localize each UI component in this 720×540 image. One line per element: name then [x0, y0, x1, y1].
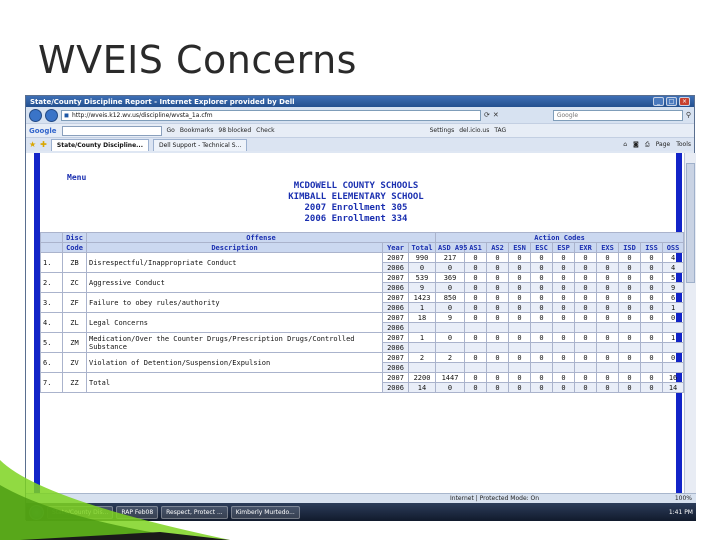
- action-count-cell: [575, 323, 597, 333]
- action-count-cell: 9: [436, 313, 465, 323]
- stop-icon[interactable]: ✕: [492, 111, 499, 119]
- action-count-cell: 0: [619, 293, 641, 303]
- year-cell: 2006: [383, 363, 409, 373]
- home-icon[interactable]: ⌂: [623, 140, 628, 148]
- action-count-cell: 0: [509, 353, 531, 363]
- action-count-cell: 369: [436, 273, 465, 283]
- action-count-cell: 0: [619, 263, 641, 273]
- action-count-cell: 0: [487, 263, 509, 273]
- scrollbar-thumb[interactable]: [686, 163, 695, 283]
- column-header: ESN: [509, 243, 531, 253]
- action-count-cell: 850: [436, 293, 465, 303]
- year-cell: 2007: [383, 253, 409, 263]
- discipline-table: [40, 232, 684, 393]
- action-count-cell: 0: [531, 383, 553, 393]
- total-cell: 18: [409, 313, 436, 323]
- action-count-cell: 0: [509, 253, 531, 263]
- header-disc: Disc: [63, 233, 87, 243]
- action-count-cell: 0: [641, 373, 663, 383]
- action-count-cell: [509, 363, 531, 373]
- total-cell: 9: [409, 283, 436, 293]
- action-count-cell: 0: [531, 293, 553, 303]
- year-cell: 2007: [383, 373, 409, 383]
- action-count-cell: 16: [663, 373, 684, 383]
- action-count-cell: 0: [509, 373, 531, 383]
- year-cell: 2006: [383, 343, 409, 353]
- action-count-cell: 0: [575, 383, 597, 393]
- action-count-cell: 0: [553, 353, 575, 363]
- year-cell: 2006: [383, 303, 409, 313]
- search-input[interactable]: Google: [553, 110, 683, 121]
- action-count-cell: 0: [553, 313, 575, 323]
- total-cell: 1: [409, 303, 436, 313]
- action-count-cell: [531, 343, 553, 353]
- column-header: Code: [63, 243, 87, 253]
- taskbar-item[interactable]: RAP Feb08: [116, 506, 158, 519]
- action-count-cell: 0: [619, 333, 641, 343]
- offense-code: ZB: [63, 253, 87, 273]
- year-cell: 2007: [383, 333, 409, 343]
- command-bar: [623, 141, 691, 149]
- action-count-cell: 0: [641, 273, 663, 283]
- total-cell: 14: [409, 383, 436, 393]
- action-count-cell: 0: [509, 273, 531, 283]
- action-count-cell: [553, 323, 575, 333]
- offense-description: Legal Concerns: [87, 313, 383, 333]
- action-count-cell: 0: [465, 353, 487, 363]
- action-count-cell: 0: [575, 353, 597, 363]
- action-count-cell: 0: [575, 303, 597, 313]
- action-count-cell: 0: [597, 263, 619, 273]
- offense-description: Aggressive Conduct: [87, 273, 383, 293]
- action-count-cell: 5: [663, 273, 684, 283]
- action-count-cell: 0: [465, 313, 487, 323]
- action-count-cell: 217: [436, 253, 465, 263]
- table-row: [41, 373, 684, 383]
- tab-bar: [26, 137, 694, 151]
- slide-title: WVEIS Concerns: [38, 38, 357, 82]
- print-icon[interactable]: ⎙: [644, 140, 650, 148]
- year-cell: 2006: [383, 263, 409, 273]
- action-count-cell: 0: [641, 333, 663, 343]
- window-title: State/County Discipline Report - Internet Explorer provided by Dell: [30, 97, 295, 106]
- action-count-cell: 0: [553, 293, 575, 303]
- window-controls: [653, 97, 690, 106]
- action-count-cell: 2: [436, 353, 465, 363]
- action-count-cell: 0: [487, 353, 509, 363]
- action-count-cell: [575, 363, 597, 373]
- table-row: [41, 313, 684, 323]
- action-count-cell: 0: [553, 253, 575, 263]
- action-count-cell: 0: [641, 353, 663, 363]
- action-count-cell: 0: [531, 373, 553, 383]
- action-count-cell: 0: [509, 383, 531, 393]
- action-count-cell: 0: [465, 303, 487, 313]
- year-cell: 2006: [383, 283, 409, 293]
- action-count-cell: 0: [553, 283, 575, 293]
- page-menu[interactable]: Page: [655, 140, 671, 148]
- action-count-cell: 0: [641, 313, 663, 323]
- action-count-cell: 0: [465, 253, 487, 263]
- total-cell: 539: [409, 273, 436, 283]
- header-action-codes: Action Codes: [436, 233, 684, 243]
- action-count-cell: [641, 323, 663, 333]
- action-count-cell: 0: [531, 283, 553, 293]
- action-count-cell: 0: [619, 283, 641, 293]
- green-corner-decoration: [0, 440, 230, 540]
- action-count-cell: [663, 363, 684, 373]
- back-button[interactable]: [29, 109, 42, 122]
- action-count-cell: 0: [465, 263, 487, 273]
- window-titlebar: [26, 96, 694, 107]
- action-count-cell: 0: [641, 263, 663, 273]
- year-cell: 2007: [383, 313, 409, 323]
- action-count-cell: 0: [487, 293, 509, 303]
- column-header: ISS: [641, 243, 663, 253]
- action-count-cell: 1: [663, 303, 684, 313]
- settings-button[interactable]: Settings: [429, 127, 455, 134]
- action-count-cell: [597, 343, 619, 353]
- favorites-star-icon[interactable]: ★: [29, 140, 37, 149]
- action-count-cell: 0: [531, 313, 553, 323]
- google-search-input[interactable]: [62, 126, 162, 136]
- action-count-cell: 0: [553, 263, 575, 273]
- offense-description: Total: [87, 373, 383, 393]
- total-cell: 1423: [409, 293, 436, 303]
- action-count-cell: [641, 343, 663, 353]
- table-body: [41, 253, 684, 393]
- action-count-cell: 0: [575, 313, 597, 323]
- action-count-cell: 0: [509, 293, 531, 303]
- delicious-button[interactable]: del.icio.us: [459, 127, 490, 134]
- table-row: [41, 293, 684, 303]
- action-count-cell: 0: [597, 303, 619, 313]
- action-count-cell: [465, 323, 487, 333]
- action-count-cell: [663, 343, 684, 353]
- action-count-cell: 0: [619, 383, 641, 393]
- action-count-cell: 0: [619, 273, 641, 283]
- offense-description: Failure to obey rules/authority: [87, 293, 383, 313]
- maximize-button[interactable]: □: [666, 97, 677, 106]
- action-count-cell: 0: [531, 273, 553, 283]
- action-count-cell: [465, 363, 487, 373]
- search-icon[interactable]: ⚲: [685, 111, 691, 119]
- url-text: http://wveis.k12.wv.us/discipline/wvsta_1a.cfm: [71, 111, 213, 119]
- action-count-cell: 0: [575, 373, 597, 383]
- url-field[interactable]: [61, 110, 481, 121]
- google-toolbar: [26, 123, 694, 137]
- action-count-cell: 0: [487, 313, 509, 323]
- offense-code: ZL: [63, 313, 87, 333]
- action-count-cell: [641, 363, 663, 373]
- action-count-cell: [531, 363, 553, 373]
- column-header: Total: [409, 243, 436, 253]
- google-logo: Google: [29, 126, 57, 135]
- action-count-cell: 0: [575, 283, 597, 293]
- action-count-cell: [436, 363, 465, 373]
- action-count-cell: [553, 363, 575, 373]
- offense-code: ZZ: [63, 373, 87, 393]
- popup-blocked-button[interactable]: 98 blocked: [218, 127, 252, 134]
- action-count-cell: 0: [597, 313, 619, 323]
- column-header-row: [41, 243, 684, 253]
- action-count-cell: 0: [465, 293, 487, 303]
- action-count-cell: 0: [597, 373, 619, 383]
- table-row: [41, 253, 684, 263]
- taskbar-item[interactable]: Kimberly Murtedo...: [231, 506, 300, 519]
- offense-code: ZC: [63, 273, 87, 293]
- bookmarks-button[interactable]: Bookmarks: [179, 127, 214, 134]
- action-count-cell: [619, 343, 641, 353]
- action-count-cell: 0: [619, 313, 641, 323]
- action-count-cell: 0: [619, 353, 641, 363]
- action-count-cell: [436, 343, 465, 353]
- forward-button[interactable]: [45, 109, 58, 122]
- row-number: 3.: [41, 293, 63, 313]
- action-count-cell: [487, 363, 509, 373]
- action-count-cell: 0: [531, 333, 553, 343]
- total-cell: [409, 343, 436, 353]
- action-count-cell: 4: [663, 263, 684, 273]
- county-name: MCDOWELL COUNTY SCHOOLS: [293, 181, 419, 191]
- year-cell: 2006: [383, 383, 409, 393]
- action-count-cell: 14: [663, 383, 684, 393]
- table-row: [41, 333, 684, 343]
- offense-code: ZV: [63, 353, 87, 373]
- action-count-cell: [436, 323, 465, 333]
- row-number: 1.: [41, 253, 63, 273]
- column-header: ASD A95: [436, 243, 465, 253]
- column-header: AS1: [465, 243, 487, 253]
- total-cell: 0: [409, 263, 436, 273]
- action-count-cell: [553, 343, 575, 353]
- column-header: EXR: [575, 243, 597, 253]
- action-count-cell: [619, 323, 641, 333]
- row-number: 5.: [41, 333, 63, 353]
- check-button[interactable]: Check: [256, 127, 275, 134]
- menu-link[interactable]: Menu: [67, 173, 87, 182]
- action-count-cell: 0: [597, 293, 619, 303]
- action-count-cell: 0: [509, 333, 531, 343]
- total-cell: [409, 363, 436, 373]
- action-count-cell: 9: [663, 283, 684, 293]
- taskbar-item[interactable]: Respect, Protect ...: [161, 506, 228, 519]
- offense-code: ZM: [63, 333, 87, 353]
- header-num: [41, 243, 63, 253]
- action-count-cell: 0: [553, 373, 575, 383]
- action-count-cell: 0: [575, 273, 597, 283]
- table-row: [41, 353, 684, 363]
- action-count-cell: 0: [597, 333, 619, 343]
- tools-menu[interactable]: Tools: [676, 140, 691, 148]
- action-count-cell: [531, 323, 553, 333]
- action-count-cell: 0: [465, 283, 487, 293]
- action-count-cell: 4: [663, 253, 684, 263]
- action-count-cell: 0: [436, 383, 465, 393]
- action-count-cell: 0: [619, 373, 641, 383]
- tab-discipline-report[interactable]: State/County Discipline...: [51, 139, 149, 151]
- action-count-cell: 0: [487, 273, 509, 283]
- action-count-cell: [597, 363, 619, 373]
- action-count-cell: 6: [663, 293, 684, 303]
- close-button[interactable]: ×: [679, 97, 690, 106]
- row-number: 4.: [41, 313, 63, 333]
- action-count-cell: [575, 343, 597, 353]
- action-count-cell: [597, 323, 619, 333]
- action-count-cell: 0: [465, 333, 487, 343]
- action-count-cell: 0: [575, 253, 597, 263]
- action-count-cell: 0: [465, 373, 487, 383]
- minimize-button[interactable]: _: [653, 97, 664, 106]
- action-count-cell: 0: [509, 313, 531, 323]
- total-cell: 990: [409, 253, 436, 263]
- action-count-cell: 0: [531, 303, 553, 313]
- action-count-cell: 0: [641, 293, 663, 303]
- action-count-cell: 0: [619, 303, 641, 313]
- year-cell: 2006: [383, 323, 409, 333]
- action-count-cell: 0: [487, 253, 509, 263]
- action-count-cell: 0: [436, 283, 465, 293]
- action-count-cell: 0: [531, 263, 553, 273]
- action-count-cell: 0: [436, 333, 465, 343]
- header-offense: Offense: [87, 233, 436, 243]
- action-count-cell: 0: [553, 333, 575, 343]
- action-count-cell: 1: [663, 333, 684, 343]
- action-count-cell: 0: [663, 353, 684, 363]
- column-header: OSS: [663, 243, 684, 253]
- action-count-cell: 0: [641, 253, 663, 263]
- action-count-cell: [663, 323, 684, 333]
- tag-button[interactable]: TAG: [494, 127, 507, 134]
- address-bar: [26, 107, 694, 123]
- vertical-scrollbar[interactable]: [684, 153, 696, 493]
- tab-dell-support[interactable]: Dell Support - Technical S...: [153, 139, 247, 151]
- action-count-cell: 0: [663, 313, 684, 323]
- action-count-cell: [487, 323, 509, 333]
- action-count-cell: 0: [641, 283, 663, 293]
- offense-code: ZF: [63, 293, 87, 313]
- column-header: ESP: [553, 243, 575, 253]
- action-count-cell: 0: [436, 263, 465, 273]
- action-count-cell: 0: [509, 263, 531, 273]
- action-count-cell: [509, 323, 531, 333]
- enrollment-2006: 2006 Enrollment 334: [304, 214, 408, 224]
- column-header: Description: [87, 243, 383, 253]
- column-header: Year: [383, 243, 409, 253]
- action-count-cell: 0: [487, 283, 509, 293]
- action-count-cell: 0: [619, 253, 641, 263]
- action-count-cell: [509, 343, 531, 353]
- offense-description: Disrespectful/Inappropriate Conduct: [87, 253, 383, 273]
- zoom-level[interactable]: 100%: [674, 495, 692, 502]
- action-count-cell: 0: [487, 383, 509, 393]
- google-go-button[interactable]: Go: [166, 127, 175, 134]
- action-count-cell: [619, 363, 641, 373]
- action-count-cell: 0: [465, 273, 487, 283]
- add-favorites-icon[interactable]: ✚: [40, 140, 47, 149]
- row-number: 2.: [41, 273, 63, 293]
- action-count-cell: [487, 343, 509, 353]
- action-count-cell: 0: [531, 353, 553, 363]
- year-cell: 2007: [383, 273, 409, 283]
- action-count-cell: 0: [487, 333, 509, 343]
- action-count-cell: 0: [641, 303, 663, 313]
- action-count-cell: 0: [575, 263, 597, 273]
- action-count-cell: 0: [531, 253, 553, 263]
- security-zone: Internet | Protected Mode: On: [450, 495, 540, 502]
- action-count-cell: 0: [553, 303, 575, 313]
- action-count-cell: 0: [509, 303, 531, 313]
- action-count-cell: 0: [575, 293, 597, 303]
- action-count-cell: 0: [465, 383, 487, 393]
- header-blank: [41, 233, 63, 243]
- action-count-cell: 0: [487, 373, 509, 383]
- action-count-cell: 1447: [436, 373, 465, 383]
- action-count-cell: 0: [553, 383, 575, 393]
- action-count-cell: 0: [436, 303, 465, 313]
- action-count-cell: 0: [597, 283, 619, 293]
- action-count-cell: 0: [597, 353, 619, 363]
- total-cell: 1: [409, 333, 436, 343]
- offense-description: Violation of Detention/Suspension/Expulsion: [87, 353, 383, 373]
- year-cell: 2007: [383, 293, 409, 303]
- action-count-cell: 0: [575, 333, 597, 343]
- action-count-cell: 0: [597, 383, 619, 393]
- column-header: EXS: [597, 243, 619, 253]
- action-count-cell: 0: [641, 383, 663, 393]
- year-cell: 2007: [383, 353, 409, 363]
- total-cell: 2: [409, 353, 436, 363]
- column-header: ESC: [531, 243, 553, 253]
- enrollment-2007: 2007 Enrollment 305: [304, 203, 408, 213]
- column-header: AS2: [487, 243, 509, 253]
- page-icon: ◼: [64, 111, 69, 119]
- offense-description: Medication/Over the Counter Drugs/Prescription Drugs/Controlled Substance: [87, 333, 383, 353]
- table-row: [41, 273, 684, 283]
- column-header: ISD: [619, 243, 641, 253]
- total-cell: [409, 323, 436, 333]
- action-count-cell: 0: [509, 283, 531, 293]
- total-cell: 2200: [409, 373, 436, 383]
- row-number: 7.: [41, 373, 63, 393]
- action-count-cell: 0: [597, 273, 619, 283]
- refresh-icon[interactable]: ⟳: [484, 111, 490, 119]
- action-count-cell: 0: [553, 273, 575, 283]
- action-count-cell: 0: [597, 253, 619, 263]
- feeds-icon[interactable]: ◙: [633, 140, 639, 148]
- school-name: KIMBALL ELEMENTARY SCHOOL: [288, 192, 424, 202]
- action-count-cell: 0: [487, 303, 509, 313]
- taskbar-clock: 1:41 PM: [668, 508, 693, 516]
- action-count-cell: [465, 343, 487, 353]
- row-number: 6.: [41, 353, 63, 373]
